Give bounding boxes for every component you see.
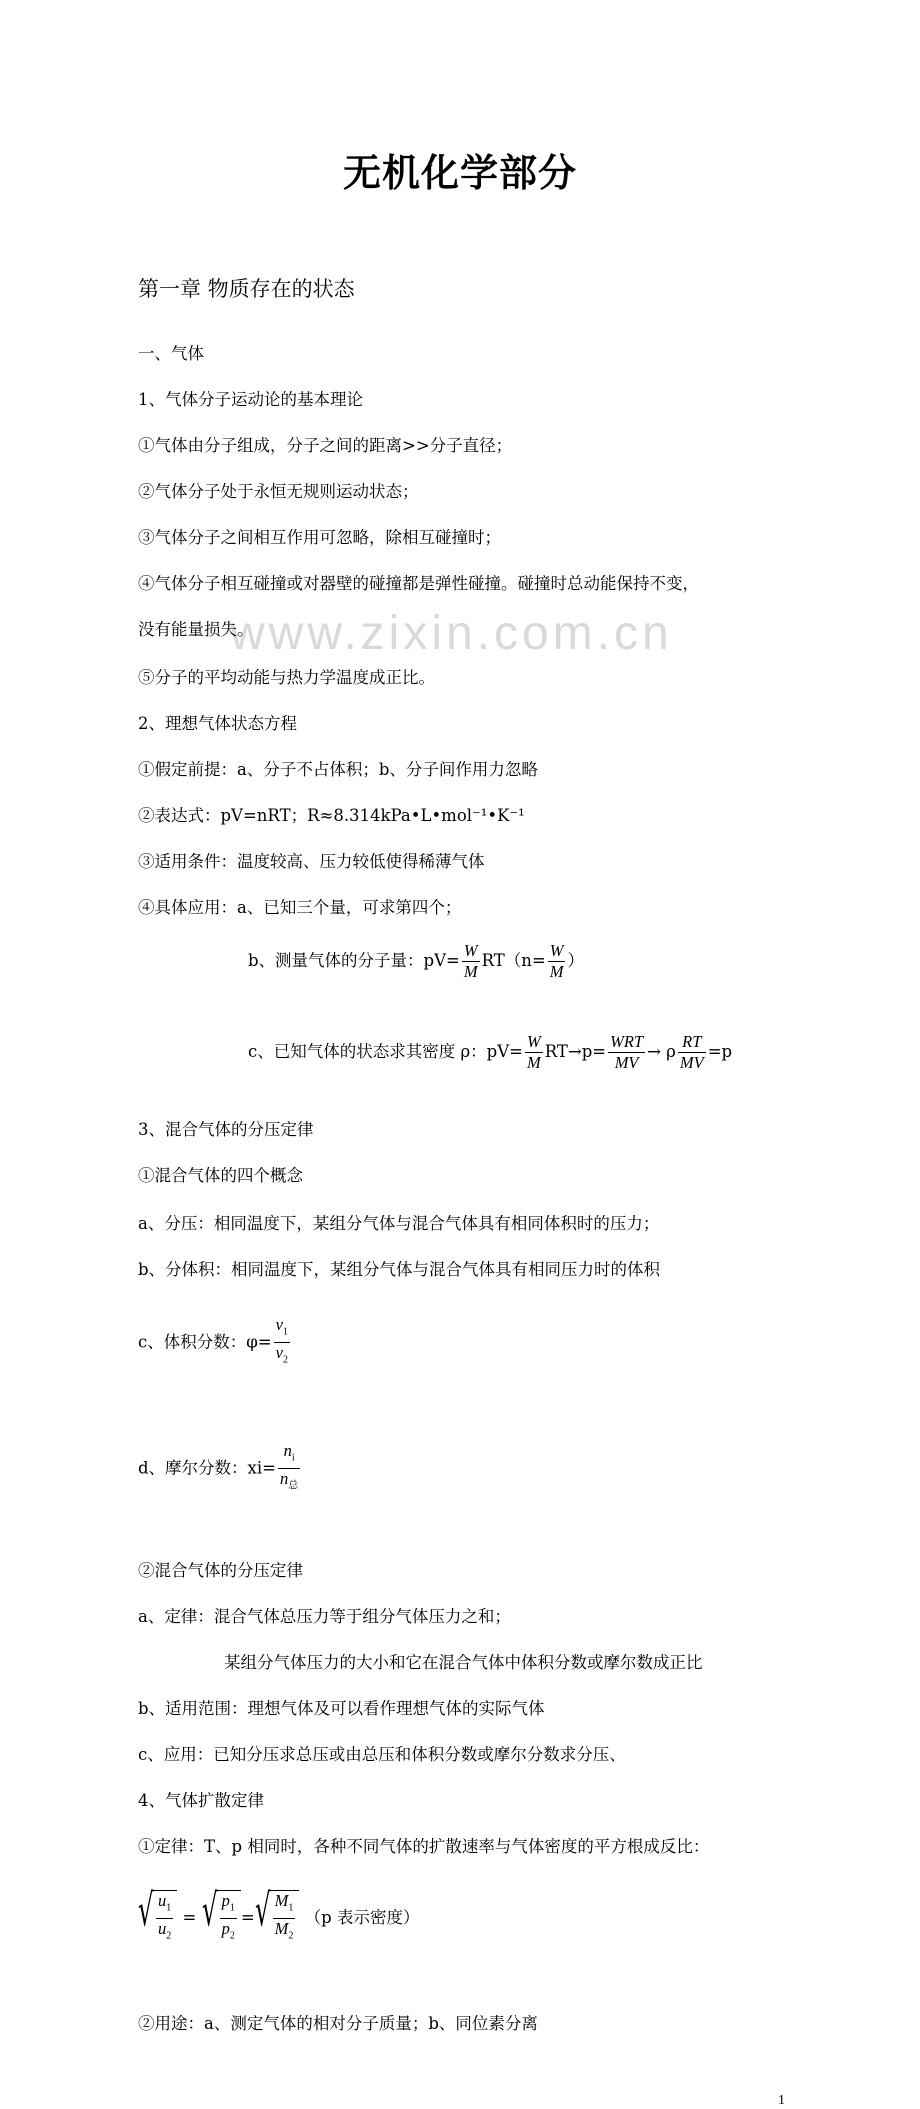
text-line: ①假定前提：a、分子不占体积；b、分子间作用力忽略 bbox=[138, 760, 538, 779]
page-title: 无机化学部分 bbox=[342, 150, 577, 195]
subsection-diffusion-law: 4、气体扩散定律 bbox=[138, 1791, 264, 1811]
text-line: ①气体由分子组成，分子之间的距离>>分子直径； bbox=[138, 436, 513, 455]
formula-text: RT→p= bbox=[544, 1042, 607, 1061]
formula-text: → ρ bbox=[647, 1042, 676, 1061]
fraction-w-over-m: $\frac{W}{M}$ bbox=[527, 1032, 541, 1072]
section-heading-gas: 一、气体 bbox=[138, 344, 204, 363]
fraction-v1-over-v2: $\frac{v_1}{v_2}$ bbox=[275, 1315, 288, 1366]
text-line: ③气体分子之间相互作用可忽略，除相互碰撞时； bbox=[138, 528, 501, 547]
text-line: b、适用范围：理想气体及可以看作理想气体的实际气体 bbox=[138, 1699, 545, 1719]
text-line: ④具体应用：a、已知三个量，可求第四个； bbox=[138, 898, 462, 917]
fraction-rt-over-mv: $\frac{RT}{MV}$ bbox=[679, 1032, 704, 1072]
text-line: ②气体分子处于永恒无规则运动状态； bbox=[138, 482, 419, 501]
text-line: ①混合气体的四个概念 bbox=[138, 1166, 303, 1185]
text-line: ⑤分子的平均动能与热力学温度成正比。 bbox=[138, 668, 435, 687]
equals-sign: = bbox=[240, 1907, 255, 1927]
fraction-ni-over-ntotal: $\frac{n_i}{n_总}$ bbox=[279, 1440, 299, 1492]
sqrt-m1-over-m2: √ $\frac{M_1}{M_2}$ bbox=[255, 1890, 300, 1947]
text-line: ②混合气体的分压定律 bbox=[138, 1561, 303, 1581]
fraction-w-over-m: $\frac{W}{M}$ bbox=[549, 941, 564, 981]
text-line: c、应用：已知分压求总压或由总压和体积分数或摩尔分数求分压、 bbox=[138, 1745, 626, 1765]
formula-volume-fraction bbox=[138, 1315, 920, 1371]
fraction-w-over-m: $\frac{W}{M}$ bbox=[463, 941, 478, 981]
page-number: 1 bbox=[778, 2092, 785, 2108]
text-line: ③适用条件：温度较高、压力较低使得稀薄气体 bbox=[138, 852, 485, 871]
text-line: ②表达式：pV=nRT；R≈8.314kPa•L•mol⁻¹•K⁻¹ bbox=[138, 806, 525, 825]
text-line: 某组分气体压力的大小和它在混合气体中体积分数或摩尔数成正比 bbox=[224, 1653, 703, 1673]
text-line: a、定律：混合气体总压力等于组分气体压力之和； bbox=[138, 1607, 511, 1627]
text-line: ①定律：T、p 相同时，各种不同气体的扩散速率与气体密度的平方根成反比： bbox=[138, 1837, 710, 1857]
watermark-text: www.zixin.com.cn bbox=[230, 607, 673, 660]
text-line: ②用途：a、测定气体的相对分子质量；b、同位素分离 bbox=[138, 2013, 538, 2033]
formula-graham-law bbox=[138, 1885, 920, 1947]
formula-molecular-weight bbox=[248, 941, 920, 982]
formula-text: d、摩尔分数：xi= bbox=[138, 1457, 276, 1477]
equals-sign: = bbox=[182, 1907, 197, 1927]
text-line: a、分压：相同温度下，某组分气体与混合气体具有相同体积时的压力； bbox=[138, 1214, 660, 1233]
formula-text: c、已知气体的状态求其密度 ρ：pV= bbox=[248, 1042, 523, 1061]
formula-text: =p bbox=[707, 1042, 733, 1061]
subsection-ideal-gas: 2、理想气体状态方程 bbox=[138, 714, 297, 733]
text-line: 没有能量损失。 bbox=[138, 620, 254, 639]
text-line: b、分体积：相同温度下，某组分气体与混合气体具有相同压力时的体积 bbox=[138, 1260, 661, 1279]
formula-density bbox=[248, 1032, 920, 1073]
formula-text: RT（n= bbox=[481, 951, 546, 970]
subsection-kinetic-theory: 1、气体分子运动论的基本理论 bbox=[138, 390, 363, 409]
fraction-wrt-over-mv: $\frac{\text{WRT}}{MV}$ bbox=[610, 1032, 644, 1072]
formula-text: ） bbox=[567, 951, 584, 970]
formula-mole-fraction bbox=[138, 1441, 920, 1497]
subsection-partial-pressure: 3、混合气体的分压定律 bbox=[138, 1120, 314, 1139]
text-line: ④气体分子相互碰撞或对器壁的碰撞都是弹性碰撞。碰撞时总动能保持不变， bbox=[138, 574, 699, 593]
sqrt-u1-over-u2: √ $\frac{u_1}{u_2}$ bbox=[138, 1890, 177, 1947]
formula-text: b、测量气体的分子量：pV= bbox=[248, 951, 460, 970]
chapter-heading: 第一章 物质存在的状态 bbox=[138, 277, 355, 301]
sqrt-p1-over-p2: √ $\frac{p_1}{p_2}$ bbox=[202, 1890, 241, 1947]
formula-note: （p 表示密度） bbox=[304, 1907, 420, 1927]
formula-text: c、体积分数：φ= bbox=[138, 1332, 272, 1352]
